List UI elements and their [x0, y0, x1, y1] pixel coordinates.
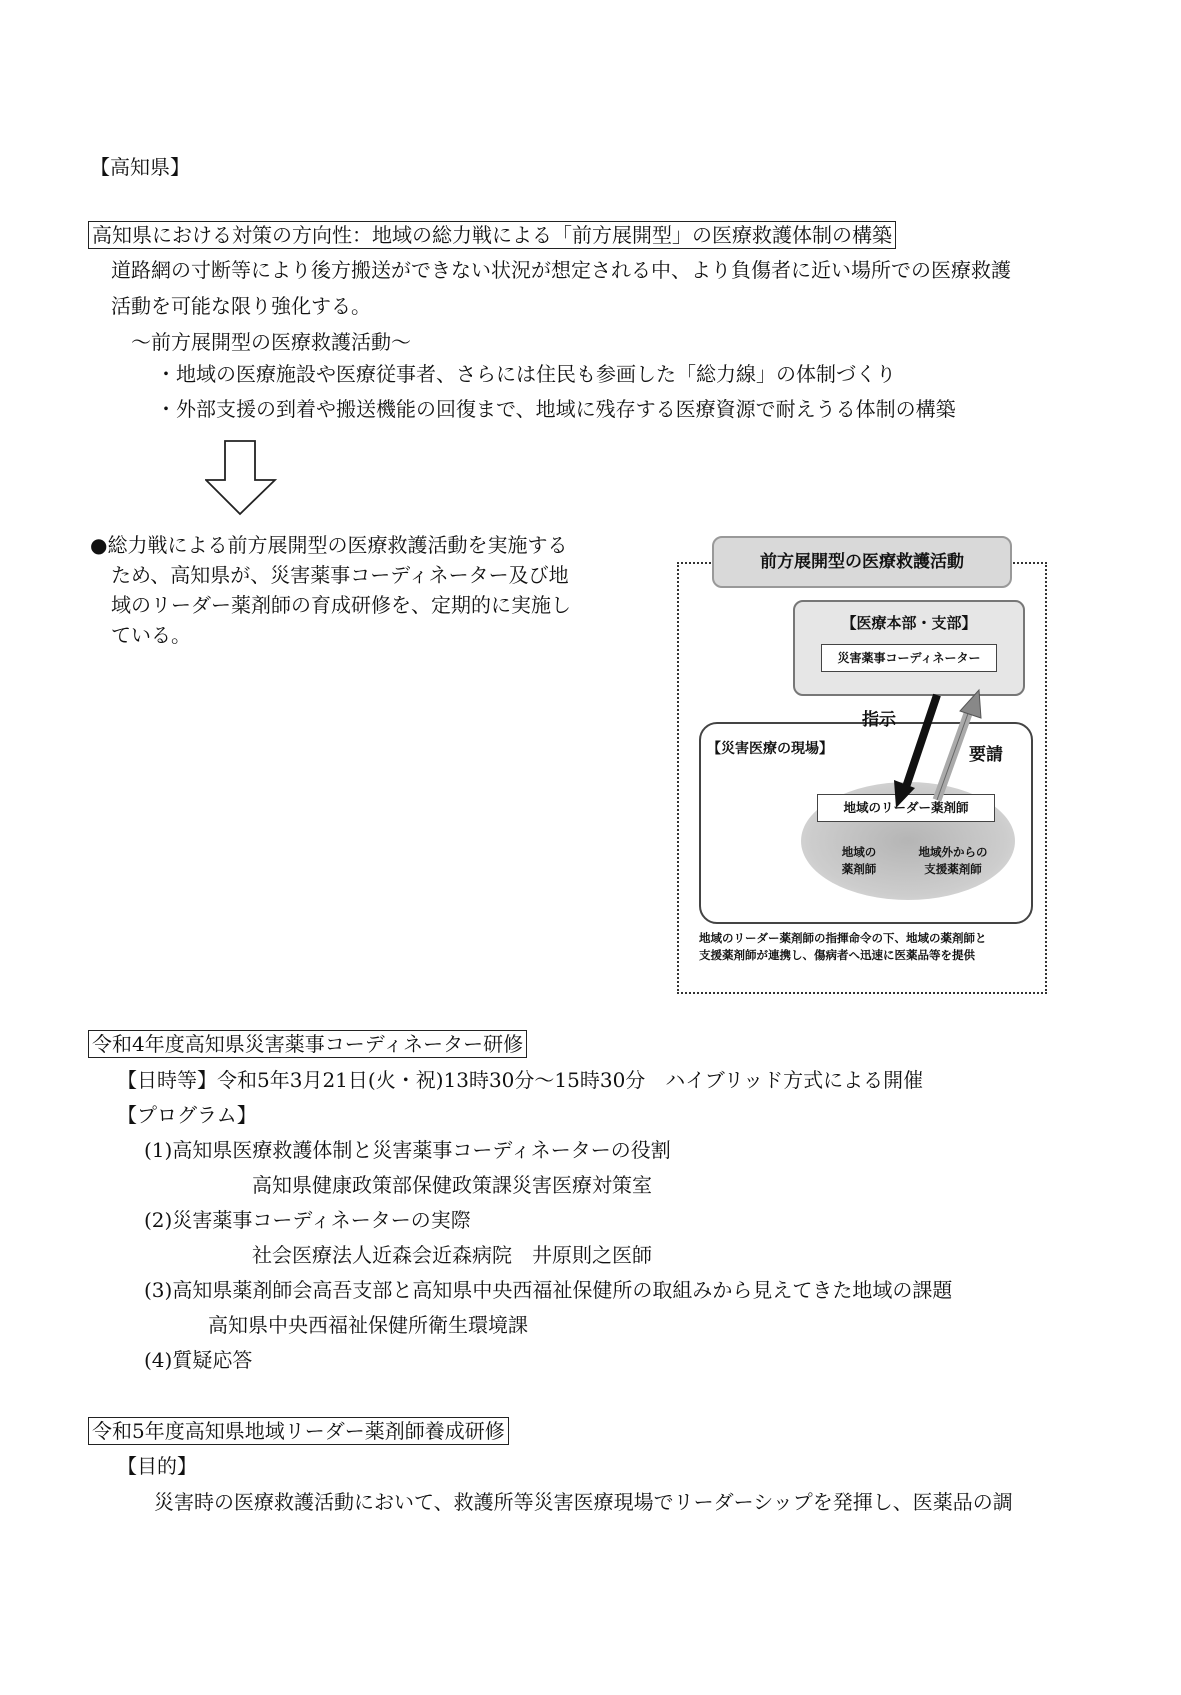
section-header: 【高知県】: [90, 155, 190, 179]
r4-program-presenter-2: 社会医療法人近森会近森病院 井原則之医師: [252, 1243, 652, 1267]
request-label: 要請: [969, 745, 1003, 765]
coordinator-box: 災害薬事コーディネーター: [821, 644, 997, 672]
leader-pharmacist-box: 地域のリーダー薬剤師: [817, 794, 995, 822]
r4-program-presenter-1: 高知県健康政策部保健政策課災害医療対策室: [252, 1173, 652, 1197]
r4-program-presenter-3: 高知県中央西福祉保健所衛生環境課: [208, 1313, 528, 1337]
r4-program-item-4: (4)質疑応答: [144, 1348, 253, 1372]
r5-purpose-label: 【目的】: [117, 1454, 197, 1478]
field-label: 【災害医療の現場】: [707, 741, 833, 757]
policy-bullet-1: ・地域の医療施設や医療従事者、さらには住民も参画した「総力線」の体制づくり: [156, 362, 896, 386]
instruction-arrow-icon: [894, 695, 937, 808]
implementation-line-2: ため、高知県が、災害薬事コーディネーター及び地: [111, 563, 569, 587]
down-arrow-icon: [205, 440, 277, 516]
local-pharmacists-line2: 薬剤師: [841, 862, 877, 876]
r4-datetime: 【日時等】令和5年3月21日(火・祝)13時30分～15時30分 ハイブリッド方式による開催: [117, 1068, 924, 1092]
r4-program-item-1: (1)高知県医療救護体制と災害薬事コーディネーターの役割: [144, 1138, 671, 1162]
implementation-line-1: ●総力戦による前方展開型の医療救護活動を実施する: [90, 533, 568, 557]
policy-bullet-2: ・外部支援の到着や搬送機能の回復まで、地域に残存する医療資源で耐えうる体制の構築: [156, 397, 956, 421]
implementation-line-4: ている。: [111, 623, 191, 647]
instruction-label: 指示: [862, 710, 896, 730]
r5-purpose-text: 災害時の医療救護活動において、救護所等災害医療現場でリーダーシップを発揮し、医薬品の調: [154, 1490, 1013, 1514]
implementation-line-3: 域のリーダー薬剤師の育成研修を、定期的に実施し: [111, 593, 571, 617]
r4-program-item-3: (3)高知県薬剤師会高吾支部と高知県中央西福祉保健所の取組みから見えてきた地域の課題: [144, 1278, 953, 1302]
policy-body-line2: 活動を可能な限り強化する。: [111, 294, 371, 318]
r5-training-heading: 令和5年度高知県地域リーダー薬剤師養成研修: [88, 1417, 509, 1445]
policy-body-line1: 道路網の寸断等により後方搬送ができない状況が想定される中、より負傷者に近い場所での医療救護: [111, 258, 1011, 282]
support-pharmacists-line2: 支援薬剤師: [924, 862, 982, 876]
r4-program-label: 【プログラム】: [117, 1103, 257, 1127]
policy-sub-heading: ～前方展開型の医療救護活動～: [131, 330, 411, 354]
local-pharmacists-line1: 地域の: [841, 845, 877, 859]
policy-heading: 高知県における対策の方向性：地域の総力戦による「前方展開型」の医療救護体制の構築: [88, 221, 896, 249]
hq-label: 【医療本部・支部】: [841, 614, 977, 632]
support-pharmacists-line1: 地域外からの: [918, 845, 988, 859]
r4-training-heading: 令和4年度高知県災害薬事コーディネーター研修: [88, 1030, 527, 1058]
diagram-title: 前方展開型の医療救護活動: [712, 536, 1012, 588]
r4-program-item-2: (2)災害薬事コーディネーターの実際: [144, 1208, 471, 1232]
forward-deployment-diagram: [677, 530, 1047, 995]
diagram-caption: [699, 930, 1039, 964]
diagram-caption-line1: 地域のリーダー薬剤師の指揮命令の下、地域の薬剤師と: [699, 931, 987, 945]
diagram-caption-line2: 支援薬剤師が連携し、傷病者へ迅速に医薬品等を提供: [699, 948, 975, 962]
